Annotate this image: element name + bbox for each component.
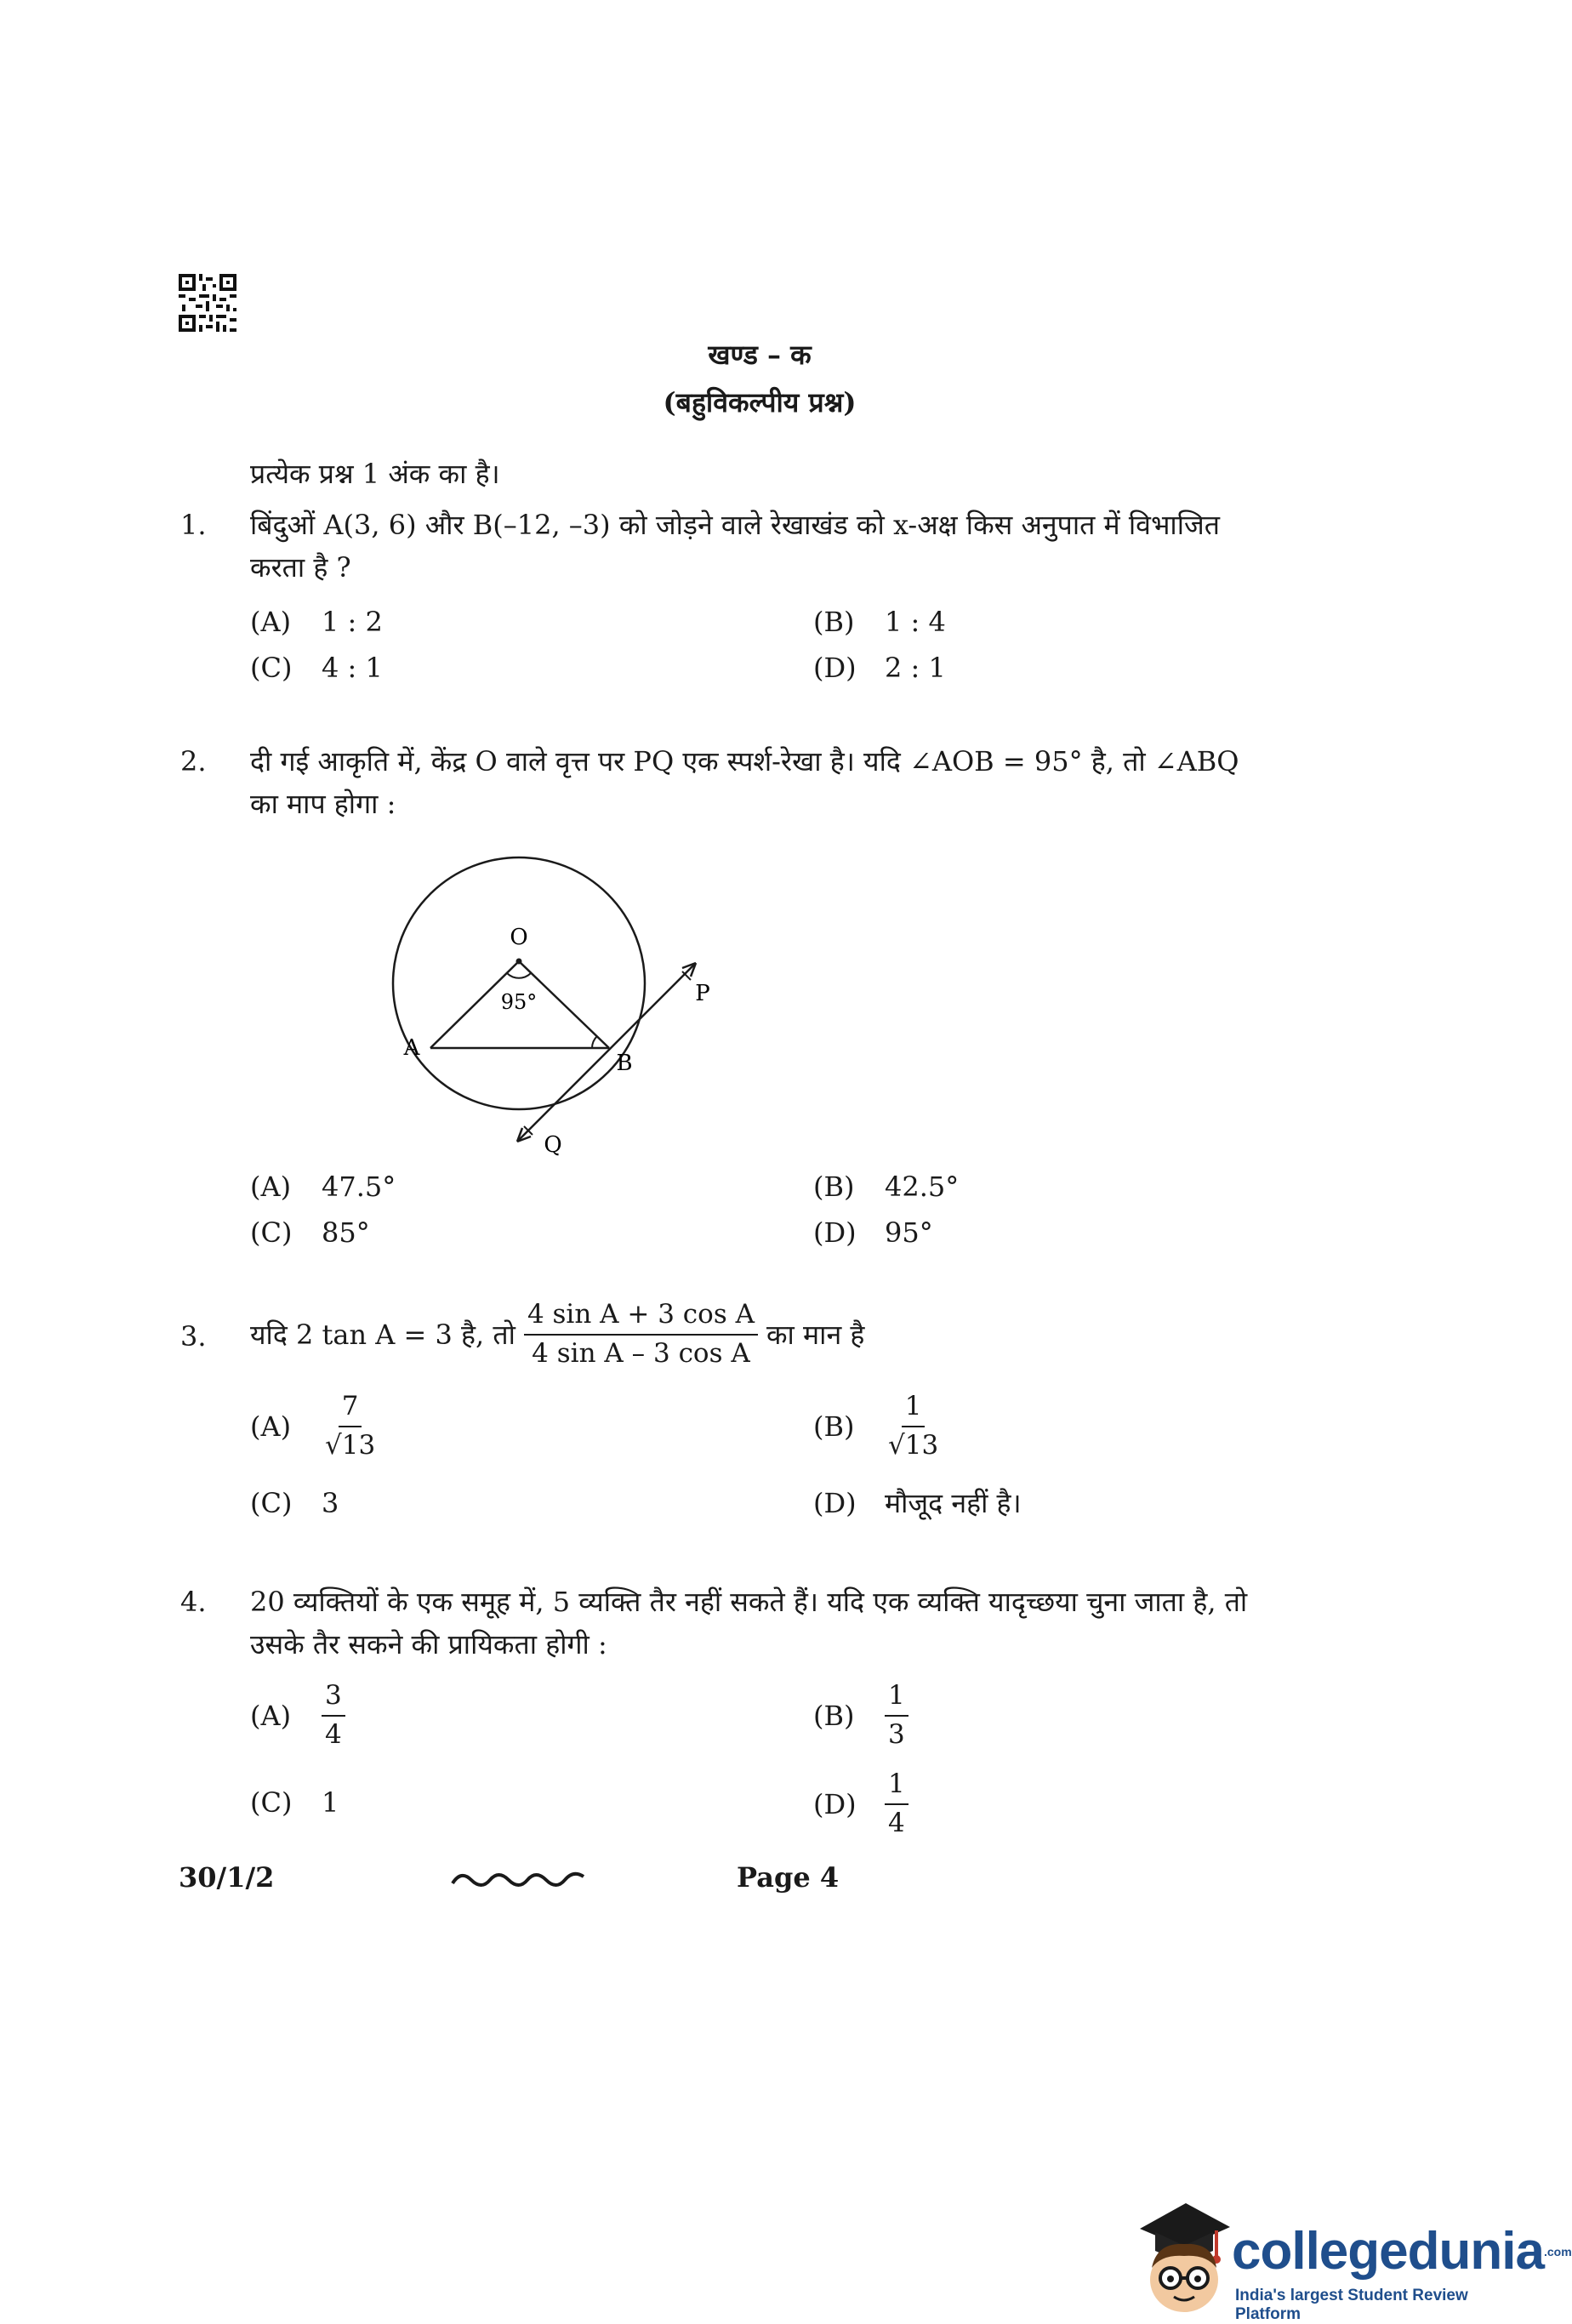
option-b[interactable] <box>813 1165 959 1208</box>
option-label: (C) <box>250 1786 293 1819</box>
question-number: 1. <box>180 509 207 541</box>
angle-arc-o <box>507 973 531 978</box>
label-p: P <box>695 981 710 1006</box>
option-value: 1 <box>322 1786 339 1819</box>
page-number: Page 4 <box>737 1861 840 1894</box>
question-line: करता है ? <box>250 551 351 584</box>
option-label: (D) <box>813 1216 857 1249</box>
option-label: (C) <box>250 1487 293 1519</box>
radicand: 13 <box>904 1429 939 1461</box>
option-label: (B) <box>813 1410 855 1443</box>
fraction-expression <box>524 1300 758 1369</box>
sqrt-sign: √ <box>325 1429 342 1461</box>
option-fraction <box>885 1681 908 1750</box>
fraction-numerator: 1 <box>885 1769 908 1805</box>
option-label: (D) <box>813 1787 857 1820</box>
fraction-denominator <box>885 1427 942 1461</box>
section-subtitle: (बहुविकल्पीय प्रश्न) <box>663 386 857 419</box>
label-o: O <box>510 925 528 950</box>
circle <box>393 857 645 1109</box>
question-suffix: का मान है <box>766 1318 865 1351</box>
fraction-denominator: 3 <box>888 1718 905 1750</box>
question-line: का माप होगा : <box>250 788 396 820</box>
label-b: B <box>616 1051 633 1076</box>
option-fraction <box>322 1392 379 1461</box>
option-d[interactable] <box>813 1769 908 1838</box>
brand-name: collegedunia <box>1232 2222 1544 2281</box>
option-d[interactable] <box>813 1482 1022 1524</box>
option-value: 1 : 4 <box>885 606 946 638</box>
option-value: 42.5° <box>885 1171 960 1203</box>
option-value: 3 <box>322 1487 339 1519</box>
option-fraction <box>885 1769 908 1838</box>
option-value: 95° <box>885 1216 933 1249</box>
question-number: 4. <box>180 1586 207 1618</box>
option-value: मौजूद नहीं है। <box>885 1487 1022 1519</box>
brand-suffix: .com <box>1543 2245 1572 2258</box>
option-value: 85° <box>322 1216 370 1249</box>
option-value: 4 : 1 <box>322 652 383 684</box>
option-label: (B) <box>813 1171 855 1203</box>
question-line: उसके तैर सकने की प्रायिकता होगी : <box>250 1628 607 1660</box>
option-d[interactable] <box>813 1211 933 1254</box>
tangent-pq <box>517 963 696 1142</box>
option-label: (B) <box>813 606 855 638</box>
option-label: (D) <box>813 1487 857 1519</box>
fraction-denominator <box>322 1427 379 1461</box>
option-b[interactable] <box>813 1392 942 1461</box>
option-d[interactable] <box>813 647 946 689</box>
fraction-numerator: 7 <box>339 1392 362 1427</box>
question-text <box>250 740 1288 825</box>
brand-tagline: India's largest Student Review Platform <box>1235 2287 1468 2323</box>
question-number: 2. <box>180 745 207 778</box>
angle-arc-b <box>592 1036 597 1048</box>
question-prefix: यदि 2 tan A = 3 है, तो <box>250 1318 515 1351</box>
option-b[interactable] <box>813 1681 908 1750</box>
option-a[interactable] <box>250 601 383 643</box>
center-dot <box>516 959 522 965</box>
fraction-numerator: 4 sin A + 3 cos A <box>524 1300 758 1336</box>
fraction-numerator: 1 <box>885 1681 908 1717</box>
fraction-numerator: 1 <box>902 1392 926 1427</box>
option-a[interactable] <box>250 1165 396 1208</box>
radicand: 13 <box>341 1429 376 1461</box>
circle-tangent-figure <box>374 842 749 1182</box>
label-q: Q <box>544 1132 562 1158</box>
qr-code-icon <box>179 274 236 332</box>
label-angle: 95° <box>500 990 538 1014</box>
question-text <box>250 504 1288 589</box>
instruction-text: प्रत्येक प्रश्न 1 अंक का है। <box>250 458 500 490</box>
option-a[interactable] <box>250 1392 379 1461</box>
wavy-line-icon <box>451 1866 587 1892</box>
fraction-denominator: 4 <box>325 1718 342 1750</box>
option-label: (C) <box>250 1216 293 1249</box>
option-fraction <box>885 1392 942 1461</box>
option-a[interactable] <box>250 1681 345 1750</box>
option-label: (D) <box>813 652 857 684</box>
option-label: (A) <box>250 1171 292 1203</box>
option-label: (A) <box>250 1410 292 1443</box>
option-c[interactable] <box>250 1482 339 1524</box>
question-number: 3. <box>180 1320 207 1353</box>
question-line: दी गई आकृति में, केंद्र O वाले वृत्त पर PQ एक स्पर्श-रेखा है। यदि ∠AOB = 95° है, तो ∠ABQ <box>250 745 1239 778</box>
question-line: 20 व्यक्तियों के एक समूह में, 5 व्यक्ति तैर नहीं सकते हैं। यदि एक व्यक्ति यादृच्छया चुना जाता है, तो <box>250 1586 1248 1618</box>
option-c[interactable] <box>250 1211 370 1254</box>
section-title: खण्ड – क <box>708 339 812 371</box>
question-line: बिंदुओं A(3, 6) और B(–12, –3) को जोड़ने वाले रेखाखंड को x-अक्ष किस अनुपात में विभाजित <box>250 509 1220 541</box>
option-c[interactable] <box>250 1781 339 1824</box>
question-text <box>250 1581 1288 1666</box>
paper-code: 30/1/2 <box>179 1861 275 1894</box>
mascot-icon <box>1131 2195 1232 2314</box>
fraction-denominator: 4 sin A – 3 cos A <box>532 1337 750 1369</box>
question-text <box>250 1300 864 1369</box>
option-b[interactable] <box>813 601 946 643</box>
brand-logo <box>1232 2222 1572 2281</box>
option-fraction <box>322 1681 345 1750</box>
fraction-denominator: 4 <box>888 1807 905 1838</box>
option-label: (A) <box>250 606 292 638</box>
option-value: 1 : 2 <box>322 606 383 638</box>
fraction-numerator: 3 <box>322 1681 345 1717</box>
option-c[interactable] <box>250 647 383 689</box>
option-label: (A) <box>250 1699 292 1732</box>
option-label: (B) <box>813 1699 855 1732</box>
option-value: 47.5° <box>322 1171 396 1203</box>
label-a: A <box>403 1035 420 1061</box>
option-label: (C) <box>250 652 293 684</box>
option-value: 2 : 1 <box>885 652 946 684</box>
sqrt-sign: √ <box>888 1429 905 1461</box>
